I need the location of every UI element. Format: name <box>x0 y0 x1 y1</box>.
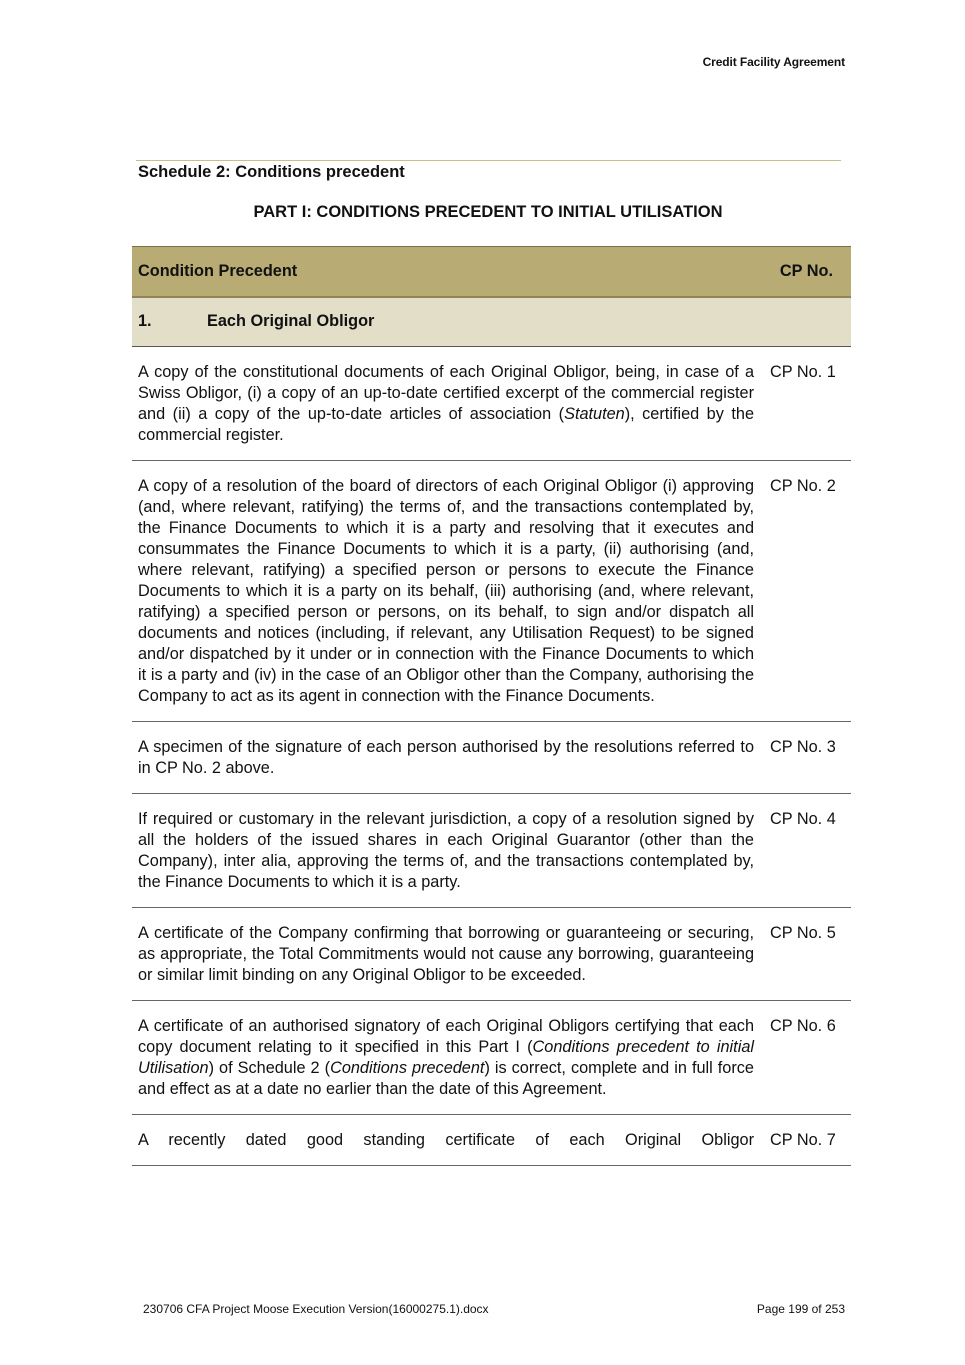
table-row <box>132 722 851 794</box>
cp-number: CP No. 6 <box>754 1001 851 1115</box>
italic-term: Statuten <box>564 405 625 423</box>
cp-number: CP No. 7 <box>754 1115 851 1166</box>
condition-text: If required or customary in the relevant jurisdiction, a copy of a resolution signed by all the holders of the issued shares in each Original Guarantor (other than the Company), inter alia, approving the terms of, and the transactions contemplated by, the Finance Documents to which it is a party. <box>138 810 754 891</box>
condition-text: A copy of a resolution of the board of directors of each Original Obligor (i) approving (and, where relevant, ratifying) the terms of, and the transactions contemplated by, the Finance Documents to which it is a party and resolving that it executes and consummates the Finance Documents to which it is a party, (ii) authorising (and, where relevant, ratifying) a specified person or persons to execute the Finance Documents to which it is a party on its behalf, (iii) authorising (and, where relevant, ratifying) a specified person or persons, on its behalf, to sign and/or dispatch all documents and notices (including, if relevant, any Utilisation Request) to be signed and/or dispatched by it under or in connection with the Finance Documents to which it is a party and (iv) in the case of an Obligor other than the Company, authorising the Company to act as its agent in connection with the Finance Documents. <box>138 477 754 705</box>
running-header-title: Credit Facility Agreement <box>702 55 845 69</box>
condition-description <box>132 1115 754 1166</box>
condition-text: A certificate of an authorised signatory of each Original Obligors certifying that each copy document relating to it specified in this Part I ( <box>138 1017 754 1056</box>
condition-description <box>132 1001 754 1115</box>
condition-description <box>132 347 754 461</box>
table-row <box>132 908 851 1001</box>
cp-number: CP No. 2 <box>754 461 851 722</box>
section-heading <box>132 297 851 347</box>
schedule-title: Schedule 2: Conditions precedent <box>138 163 405 181</box>
table-row <box>132 1115 851 1166</box>
condition-description <box>132 794 754 908</box>
condition-description <box>132 722 754 794</box>
column-header-cp-no: CP No. <box>779 261 833 280</box>
section-row <box>132 297 851 347</box>
header-rule <box>136 160 841 161</box>
section-number: 1. <box>138 312 152 331</box>
condition-description <box>132 461 754 722</box>
cp-number: CP No. 4 <box>754 794 851 908</box>
italic-term: Conditions precedent to initial Utilisation <box>138 1038 754 1077</box>
condition-text: ), certified by the commercial register. <box>138 405 754 444</box>
condition-text: A copy of the constitutional documents of each Original Obligor, being, in case of a Swiss Obligor, (i) a copy of an up-to-date certified excerpt of the commercial register and (ii) a copy of the up-to-date articles of association ( <box>138 363 754 423</box>
condition-text: A specimen of the signature of each person authorised by the resolutions referred to in CP No. 2 above. <box>138 738 754 777</box>
footer-filename: 230706 CFA Project Moose Execution Version(16000275.1).docx <box>143 1302 489 1316</box>
column-header-condition: Condition Precedent <box>138 261 298 280</box>
table-header-row <box>132 247 851 297</box>
part-title: PART I: CONDITIONS PRECEDENT TO INITIAL UTILISATION <box>253 203 723 221</box>
footer-page-number: Page 199 of 253 <box>756 1302 845 1316</box>
table-row <box>132 347 851 461</box>
condition-description <box>132 908 754 1001</box>
italic-term: Conditions precedent <box>330 1059 485 1077</box>
cp-number: CP No. 5 <box>754 908 851 1001</box>
table-row <box>132 794 851 908</box>
cp-number: CP No. 1 <box>754 347 851 461</box>
table-row <box>132 461 851 722</box>
condition-text: A recently dated good standing certificate of each Original Obligor <box>138 1131 754 1149</box>
table-row <box>132 1001 851 1115</box>
cp-number: CP No. 3 <box>754 722 851 794</box>
condition-text: A certificate of the Company confirming that borrowing or guaranteeing or securing, as appropriate, the Total Commitments would not cause any borrowing, guaranteeing or similar limit binding on any Original Obligor to be exceeded. <box>138 924 754 984</box>
condition-text: ) of Schedule 2 ( <box>208 1059 331 1077</box>
conditions-precedent-table <box>132 246 851 1166</box>
condition-text: ) is correct, complete and in full force and effect as at a date no earlier than the date of this Agreement. <box>138 1059 754 1098</box>
section-title: Each Original Obligor <box>207 312 375 331</box>
